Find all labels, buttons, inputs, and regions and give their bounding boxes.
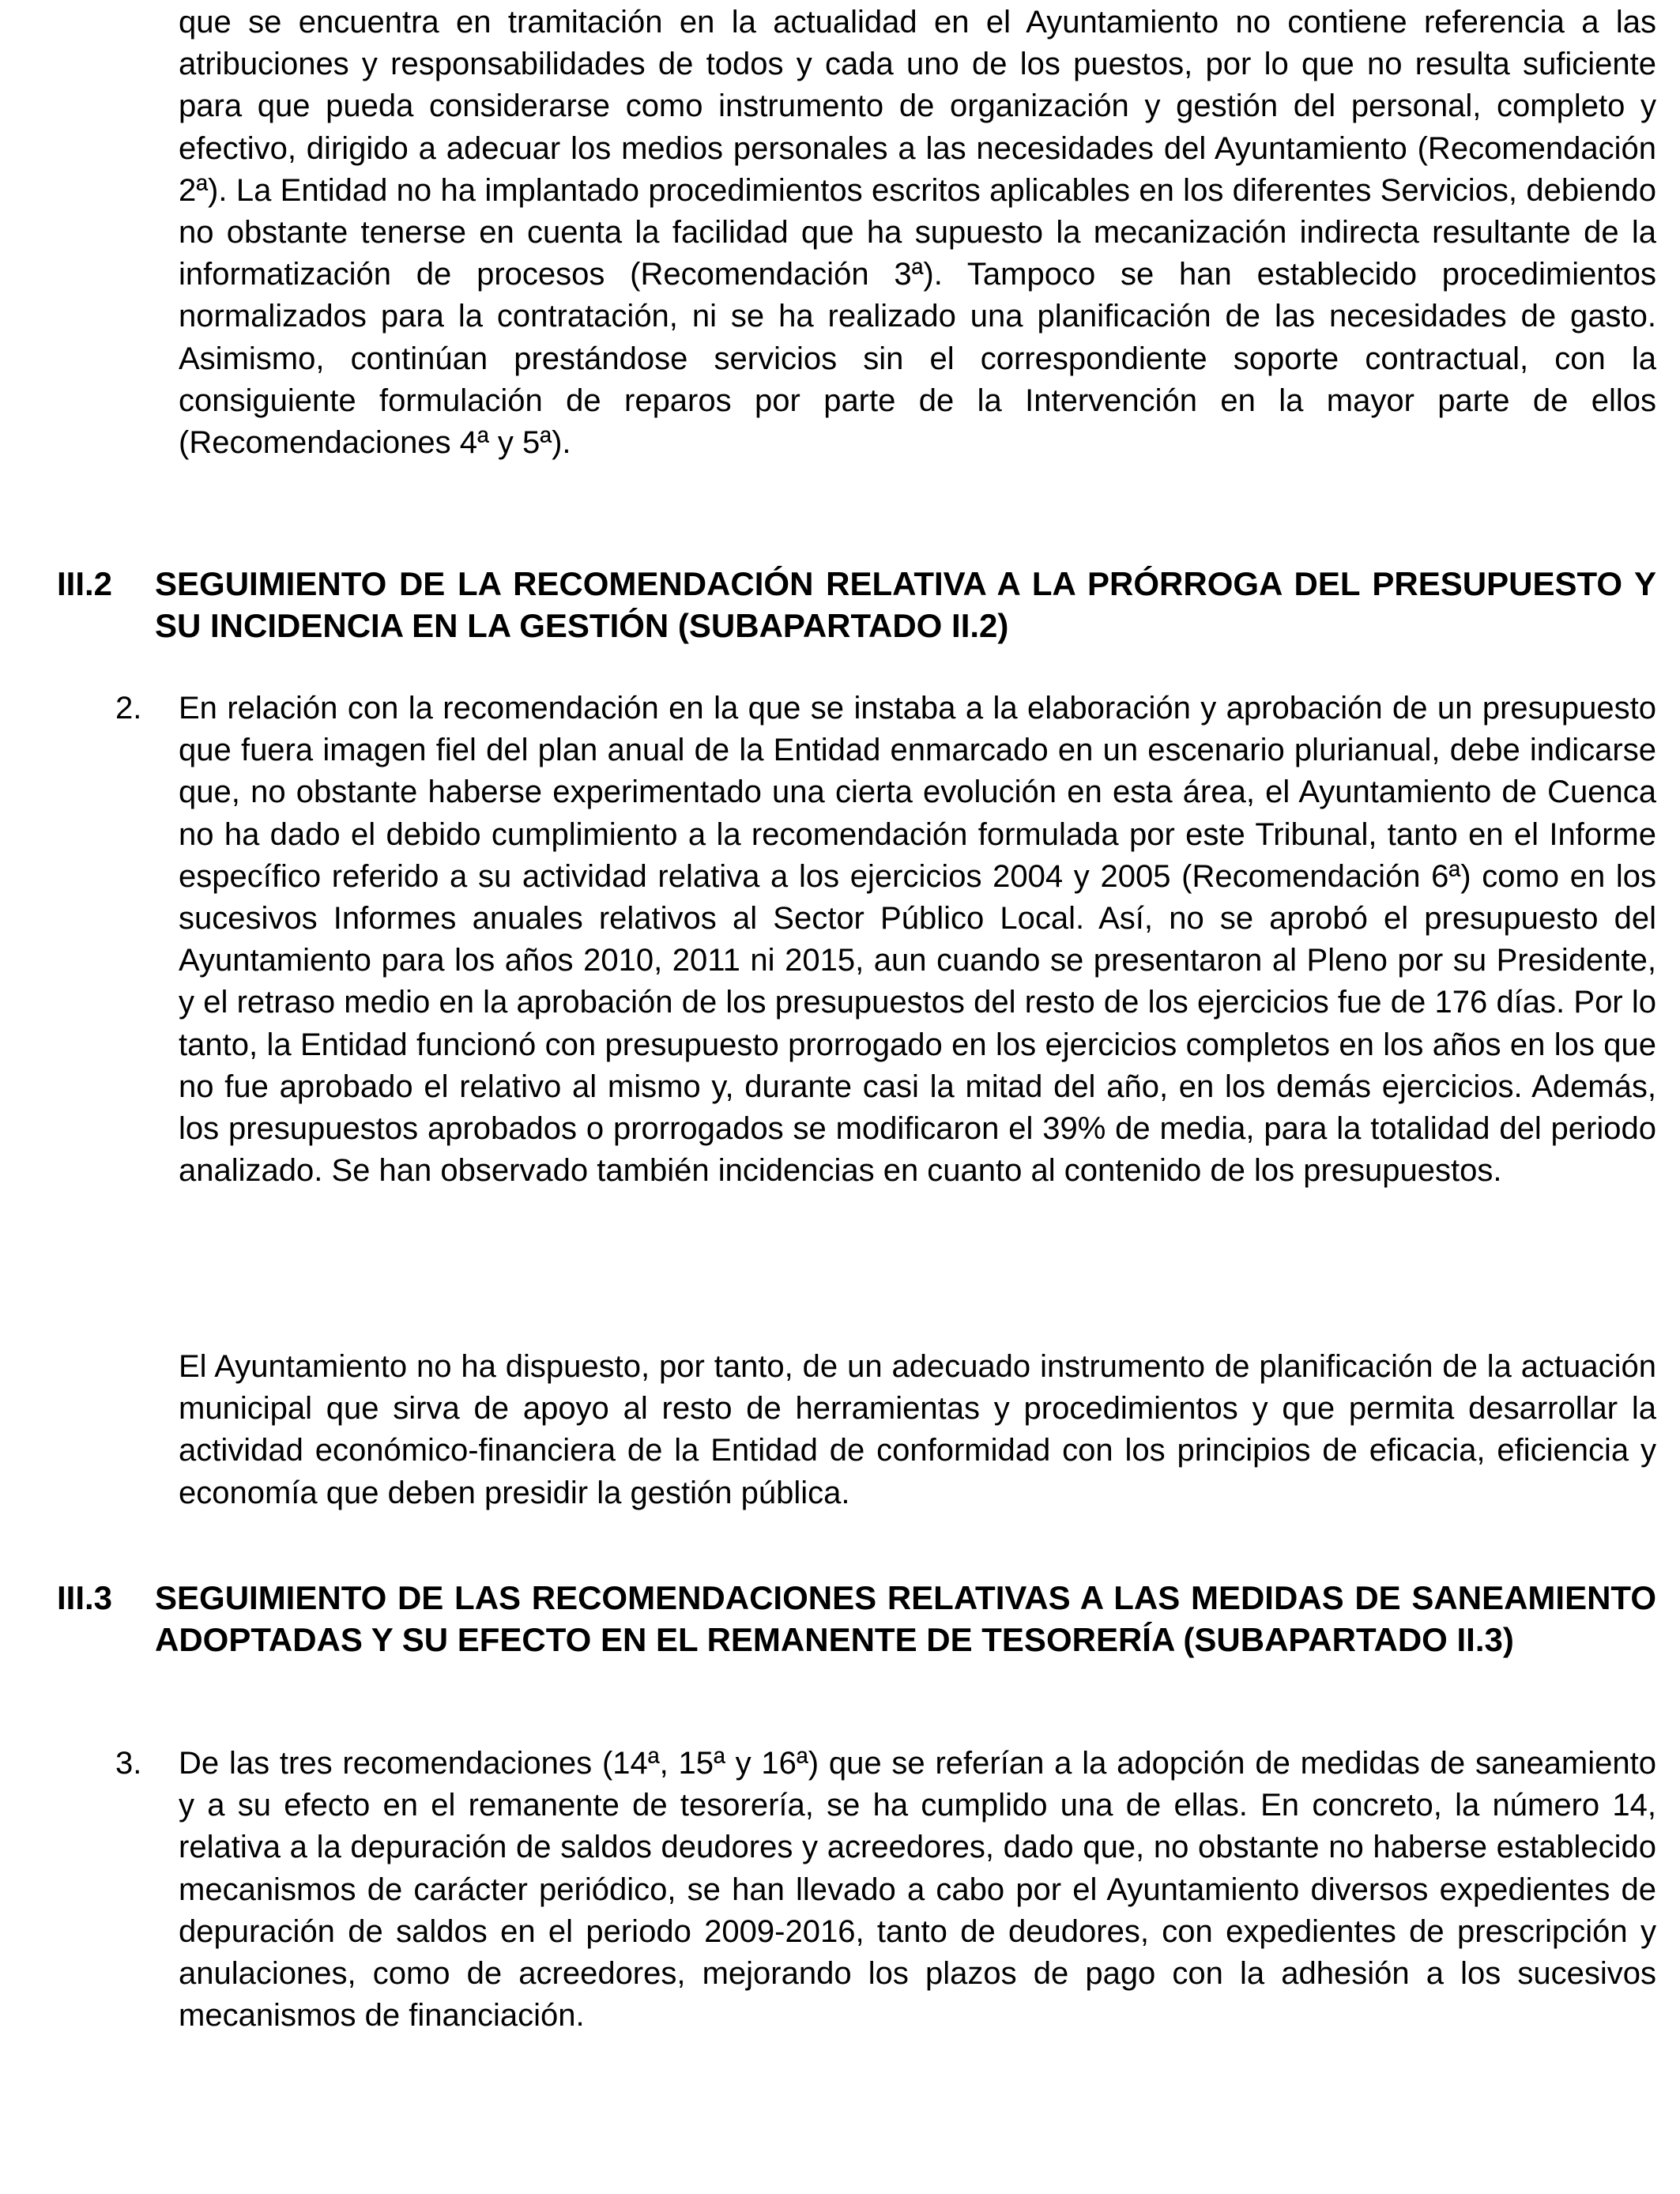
section-number-iii-2: III.2 <box>57 565 113 602</box>
follow-paragraph-2: El Ayuntamiento no ha dispuesto, por tanto, de un adecuado instrumento de planificación de la actuación municipal que sirva de apoyo al resto de herramientas y procedimientos y que permita desarrollar la actividad económico-financiera de la Entidad de conformidad con los principios de eficacia, eficiencia y economía que deben presidir la gestión pública. <box>179 1349 1656 1510</box>
section-number-iii-3: III.3 <box>57 1579 113 1616</box>
item-number-2: 2. <box>115 691 142 726</box>
intro-paragraph: que se encuentra en tramitación en la actualidad en el Ayuntamiento no contiene referencia a las atribuciones y responsabilidades de todos y cada uno de los puestos, por lo que no resulta suficiente para que pueda considerarse como instrumento de organización y gestión del personal, completo y efectivo, dirigido a adecuar los medios personales a las necesidades del Ayuntamiento (Recomendación 2ª). La Entidad no ha implantado procedimientos escritos aplicables en los diferentes Servicios, debiendo no obstante tenerse en cuenta la facilidad que ha supuesto la mecanización indirecta resultante de la informatización de procesos (Recomendación 3ª). Tampoco se han establecido procedimientos normalizados para la contratación, ni se ha realizado una planificación de las necesidades de gasto. Asimismo, continúan prestándose servicios sin el correspondiente soporte contractual, con la consiguiente formulación de reparos por parte de la Intervención en la mayor parte de ellos (Recomendaciones 4ª y 5ª). <box>179 5 1656 461</box>
item-paragraph-2: En relación con la recomendación en la que se instaba a la elaboración y aprobación de un presupuesto que fuera imagen fiel del plan anual de la Entidad enmarcado en un escenario plurianual, debe indicarse que, no obstante haberse experimentado una cierta evolución en esta área, el Ayuntamiento de Cuenca no ha dado el debido cumplimiento a la recomendación formulada por este Tribunal, tanto en el Informe específico referido a su actividad relativa a los ejercicios 2004 y 2005 (Recomendación 6ª) como en los sucesivos Informes anuales relativos al Sector Público Local. Así, no se aprobó el presupuesto del Ayuntamiento para los años 2010, 2011 ni 2015, aun cuando se presentaron al Pleno por su Presidente, y el retraso medio en la aprobación de los presupuestos del resto de los ejercicios fue de 176 días. Por lo tanto, la Entidad funcionó con presupuesto prorrogado en los ejercicios completos en los años en los que no fue aprobado el relativo al mismo y, durante casi la mitad del año, en los demás ejercicios. Además, los presupuestos aprobados o prorrogados se modificaron el 39% de media, para la totalidad del periodo analizado. Se han observado también incidencias en cuanto al contenido de los presupuestos. <box>179 691 1656 1189</box>
section-title-iii-3: SEGUIMIENTO DE LAS RECOMENDACIONES RELATIVAS A LAS MEDIDAS DE SANEAMIENTO ADOPTADAS Y SU EFECTO EN EL REMANENTE DE TESORERÍA (SUBAPARTADO II.3) <box>155 1579 1656 1658</box>
section-title-iii-2: SEGUIMIENTO DE LA RECOMENDACIÓN RELATIVA A LA PRÓRROGA DEL PRESUPUESTO Y SU INCIDENCIA EN LA GESTIÓN (SUBAPARTADO II.2) <box>155 565 1656 644</box>
item-paragraph-3: De las tres recomendaciones (14ª, 15ª y 16ª) que se referían a la adopción de medidas de saneamiento y a su efecto en el remanente de tesorería, se ha cumplido una de ellas. En concreto, la número 14, relativa a la depuración de saldos deudores y acreedores, dado que, no obstante no haberse establecido mecanismos de carácter periódico, se han llevado a cabo por el Ayuntamiento diversos expedientes de depuración de saldos en el periodo 2009-2016, tanto de deudores, con expedientes de prescripción y anulaciones, como de acreedores, mejorando los plazos de pago con la adhesión a los sucesivos mecanismos de financiación. <box>179 1746 1656 2034</box>
item-number-3: 3. <box>115 1746 142 1781</box>
